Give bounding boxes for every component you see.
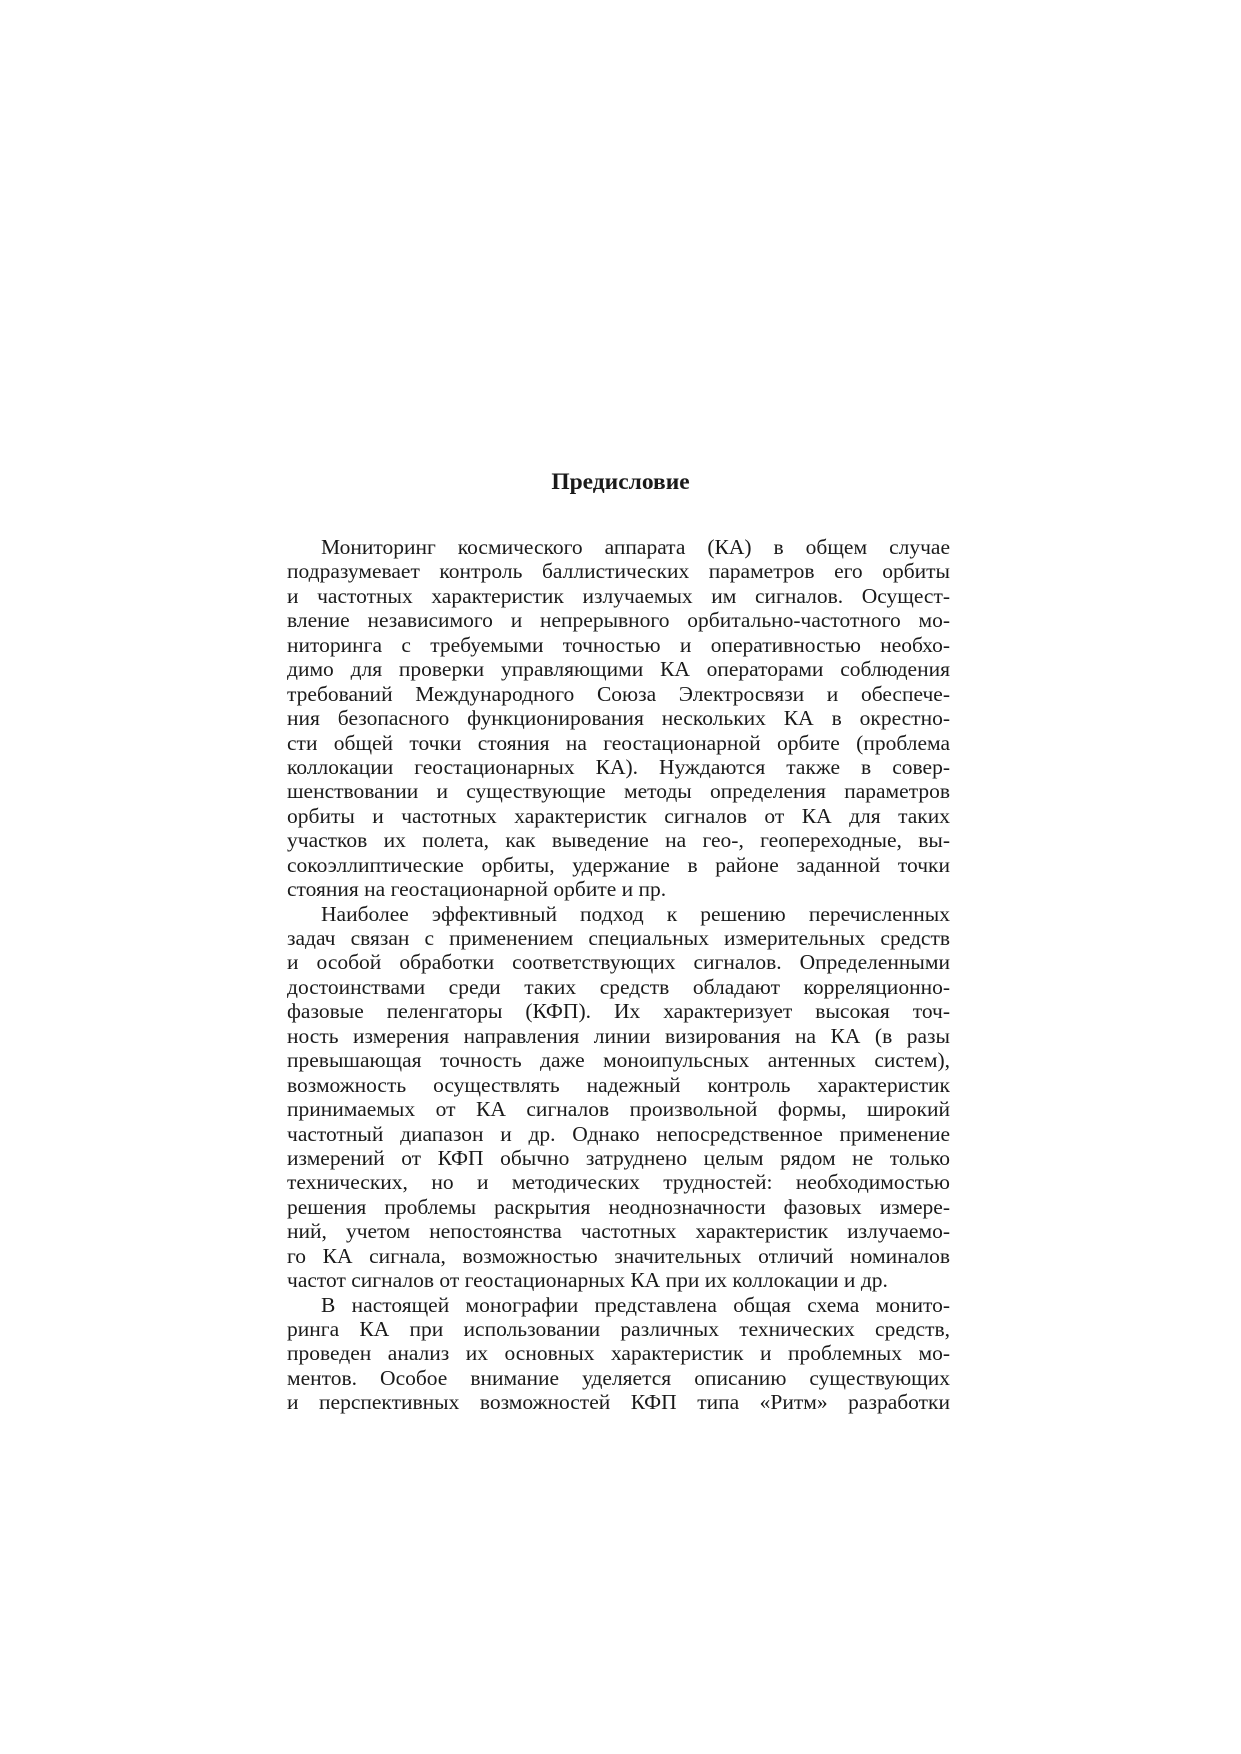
text-line: принимаемых от КА сигналов произвольной формы, широкий xyxy=(287,1097,950,1122)
text-line: и частотных характеристик излучаемых им сигналов. Осущест- xyxy=(287,583,950,608)
text-line: частот сигналов от геостационарных КА при их коллокации и др. xyxy=(287,1268,888,1293)
text-line: ниторинга с требуемыми точностью и оперативностью необхо- xyxy=(287,632,950,657)
text-line: возможность осуществлять надежный контроль характеристик xyxy=(287,1072,950,1097)
text-line: задач связан с применением специальных измерительных средств xyxy=(287,926,950,950)
text-line: и особой обработки соответствующих сигналов. Определенными xyxy=(287,950,950,975)
paragraph-1 xyxy=(287,535,950,902)
text-line: Наиболее эффективный подход к решению перечисленных xyxy=(321,901,950,926)
text-line: измерений от КФП обычно затруднено целым рядом не только xyxy=(287,1145,950,1170)
text-line: ний, учетом непостоянства частотных характеристик излучаемо- xyxy=(287,1219,950,1244)
text-line: ность измерения направления линии визирования на КА (в разы xyxy=(287,1023,950,1048)
text-line: орбиты и частотных характеристик сигналов от КА для таких xyxy=(287,803,950,828)
page-title: Предисловие xyxy=(551,469,690,495)
text-line: превышающая точность даже моноипульсных антенных систем), xyxy=(287,1048,950,1073)
text-line: сти общей точки стояния на геостационарной орбите (проблема xyxy=(287,730,950,755)
text-line: В настоящей монографии представлена общая схема монито- xyxy=(321,1292,950,1317)
text-line: димо для проверки управляющими КА операторами соблюдения xyxy=(287,657,950,682)
text-line: Мониторинг космического аппарата (КА) в общем случае xyxy=(321,535,950,559)
text-line: сокоэллиптические орбиты, удержание в районе заданной точки xyxy=(287,852,950,877)
text-line: технических, но и методических трудностей: необходимостью xyxy=(287,1170,950,1195)
text-line: стояния на геостационарной орбите и пр. xyxy=(287,877,667,902)
text-line: проведен анализ их основных характеристик и проблемных мо- xyxy=(287,1341,950,1366)
text-line: и перспективных возможностей КФП типа «Ритм» разработки xyxy=(287,1390,950,1415)
text-line: участков их полета, как выведение на гео-, геопереходные, вы- xyxy=(287,828,950,853)
text-line: достоинствами среди таких средств обладают корреляционно- xyxy=(287,974,950,999)
text-line: ния безопасного функционирования нескольких КА в окрестно- xyxy=(287,706,950,731)
text-line: ринга КА при использовании различных технических средств, xyxy=(287,1317,950,1341)
text-line: ментов. Особое внимание уделяется описанию существующих xyxy=(287,1365,950,1390)
text-line: го КА сигнала, возможностью значительных отличий номиналов xyxy=(287,1243,950,1268)
text-line: вление независимого и непрерывного орбитально-частотного мо- xyxy=(287,608,950,633)
paragraph-2 xyxy=(287,902,950,1293)
text-line: фазовые пеленгаторы (КФП). Их характеризует высокая точ- xyxy=(287,999,950,1024)
text-line: коллокации геостационарных КА). Нуждаются также в совер- xyxy=(287,754,950,779)
body-text xyxy=(287,535,950,1415)
text-line: частотный диапазон и др. Однако непосредственное применение xyxy=(287,1121,950,1146)
text-line: требований Международного Союза Электросвязи и обеспече- xyxy=(287,681,950,706)
paragraph-3 xyxy=(287,1293,950,1415)
text-line: подразумевает контроль баллистических параметров его орбиты xyxy=(287,559,950,584)
text-line: решения проблемы раскрытия неоднозначности фазовых измере- xyxy=(287,1194,950,1219)
text-line: шенствовании и существующие методы определения параметров xyxy=(287,779,950,804)
